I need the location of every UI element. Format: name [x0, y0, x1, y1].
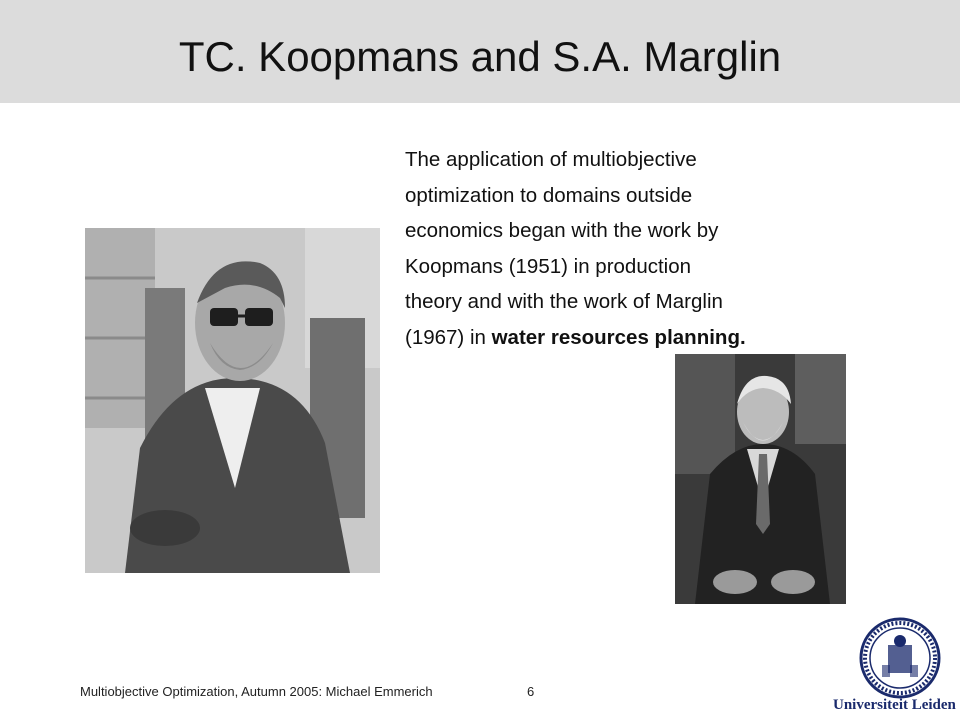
- slide-title: TC. Koopmans and S.A. Marglin: [178, 33, 782, 80]
- koopmans-photo-graphic: [85, 228, 380, 573]
- body-line: The application of multiobjective: [405, 148, 697, 171]
- bold-phrase: water resources planning.: [491, 325, 746, 349]
- body-line: theory and with the work of Marglin: [405, 290, 723, 313]
- footer-text: Multiobjective Optimization, Autumn 2005: Michael Emmerich: [80, 684, 433, 699]
- university-seal-icon: [852, 617, 948, 699]
- marglin-photo-graphic: [675, 354, 846, 604]
- koopmans-photo: [85, 228, 380, 573]
- body-line: economics began with the work by: [405, 219, 719, 242]
- body-line-prefix: (1967) in: [405, 325, 492, 349]
- body-line: Koopmans (1951) in production: [405, 254, 692, 278]
- body-text: [405, 142, 925, 355]
- university-name: Universiteit Leiden: [833, 697, 956, 713]
- body-line-last: [405, 320, 925, 356]
- seal-graphic: [852, 617, 948, 699]
- page-number: 6: [527, 684, 535, 699]
- body-line: optimization to domains outside: [405, 183, 693, 207]
- marglin-photo: [675, 354, 846, 604]
